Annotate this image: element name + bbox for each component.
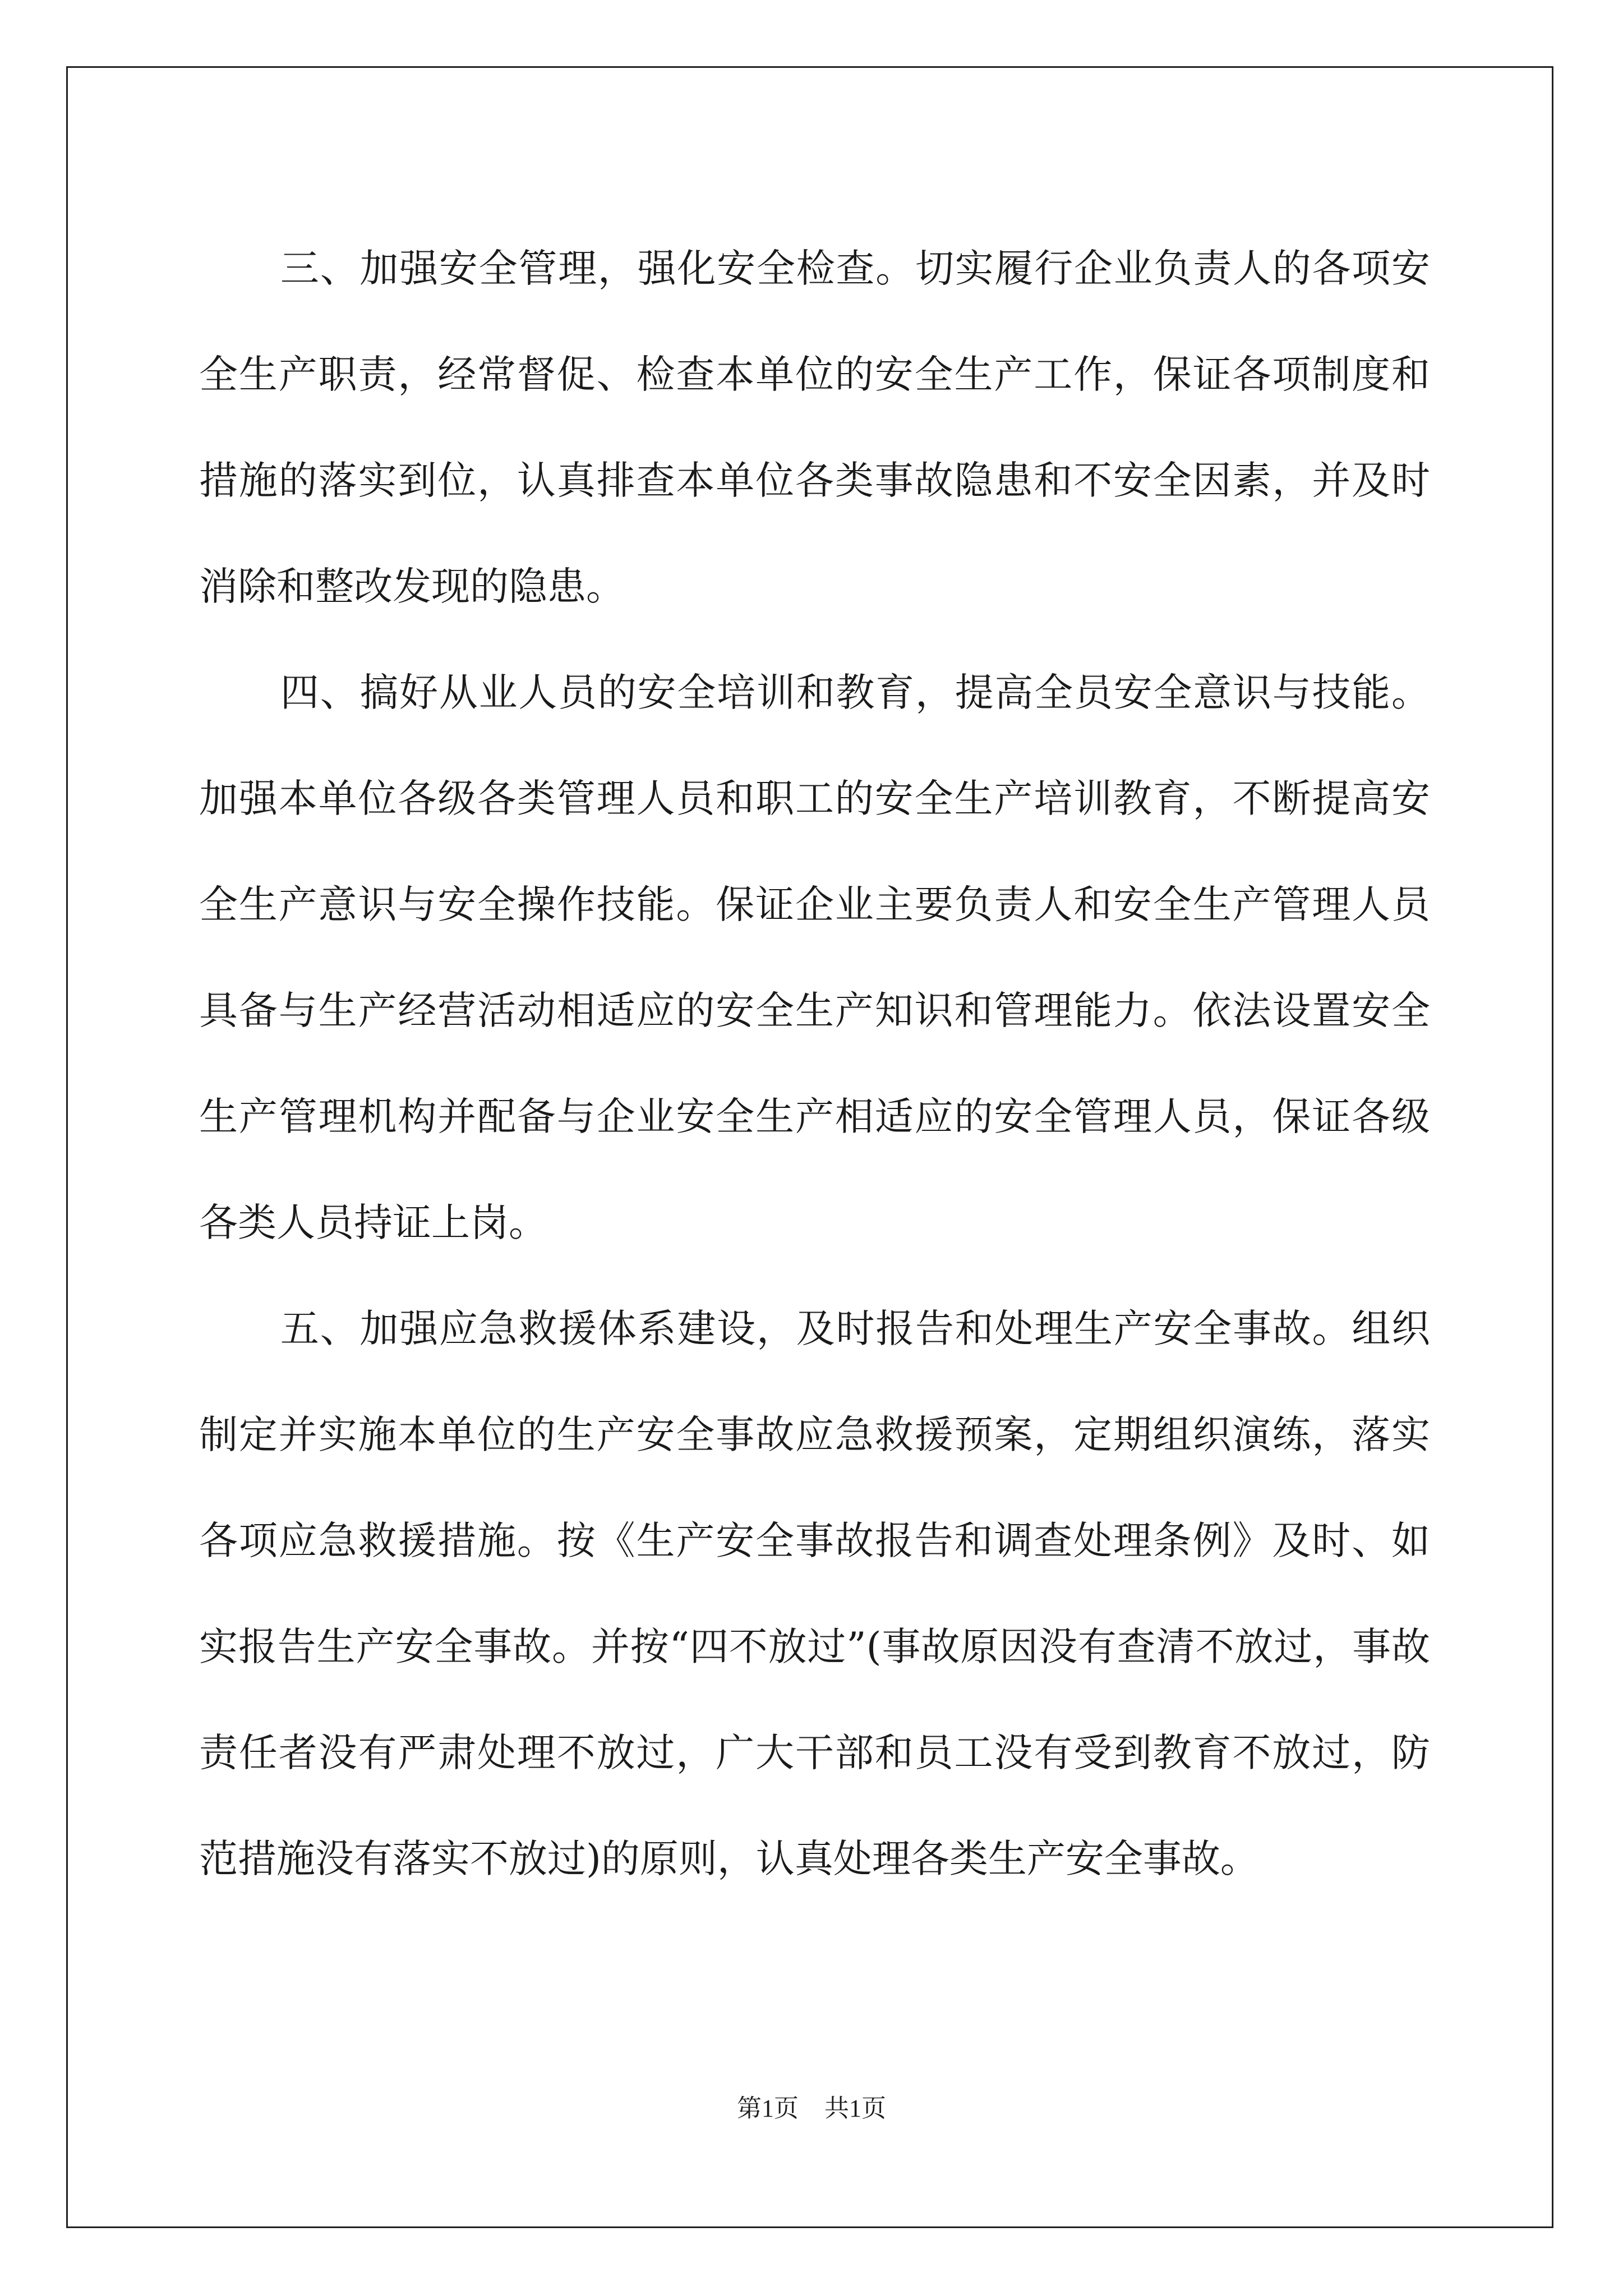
paragraph-3-safety-management: 三、加强安全管理，强化安全检查。切实履行企业负责人的各项安全生产职责，经常督促、检查本单位的安全生产工作，保证各项制度和措施的落实到位，认真排查本单位各类事故隐患和不安全因素，并及时消除和整改发现的隐患。: [199, 246, 1430, 609]
document-body: [199, 216, 1430, 1912]
page-number-current: 第1页: [737, 2095, 799, 2122]
paragraph-4-safety-training: 四、搞好从业人员的安全培训和教育，提高全员安全意识与技能。加强本单位各级各类管理人员和职工的安全生产培训教育，不断提高安全生产意识与安全操作技能。保证企业主要负责人和安全生产管理人员具备与生产经营活动相适应的安全生产知识和管理能力。依法设置安全生产管理机构并配备与企业安全生产相适应的安全管理人员，保证各级各类人员持证上岗。: [199, 670, 1430, 1245]
paragraph-5-emergency-rescue: 五、加强应急救援体系建设，及时报告和处理生产安全事故。组织制定并实施本单位的生产安全事故应急救援预案，定期组织演练，落实各项应急救援措施。按《生产安全事故报告和调查处理条例》及时、如实报告生产安全事故。并按“四不放过”(事故原因没有查清不放过，事故责任者没有严肃处理不放过，广大干部和员工没有受到教育不放过，防范措施没有落实不放过)的原则，认真处理各类生产安全事故。: [199, 1306, 1430, 1881]
page-footer: [0, 2088, 1623, 2124]
page-number-total: 共1页: [824, 2095, 886, 2122]
